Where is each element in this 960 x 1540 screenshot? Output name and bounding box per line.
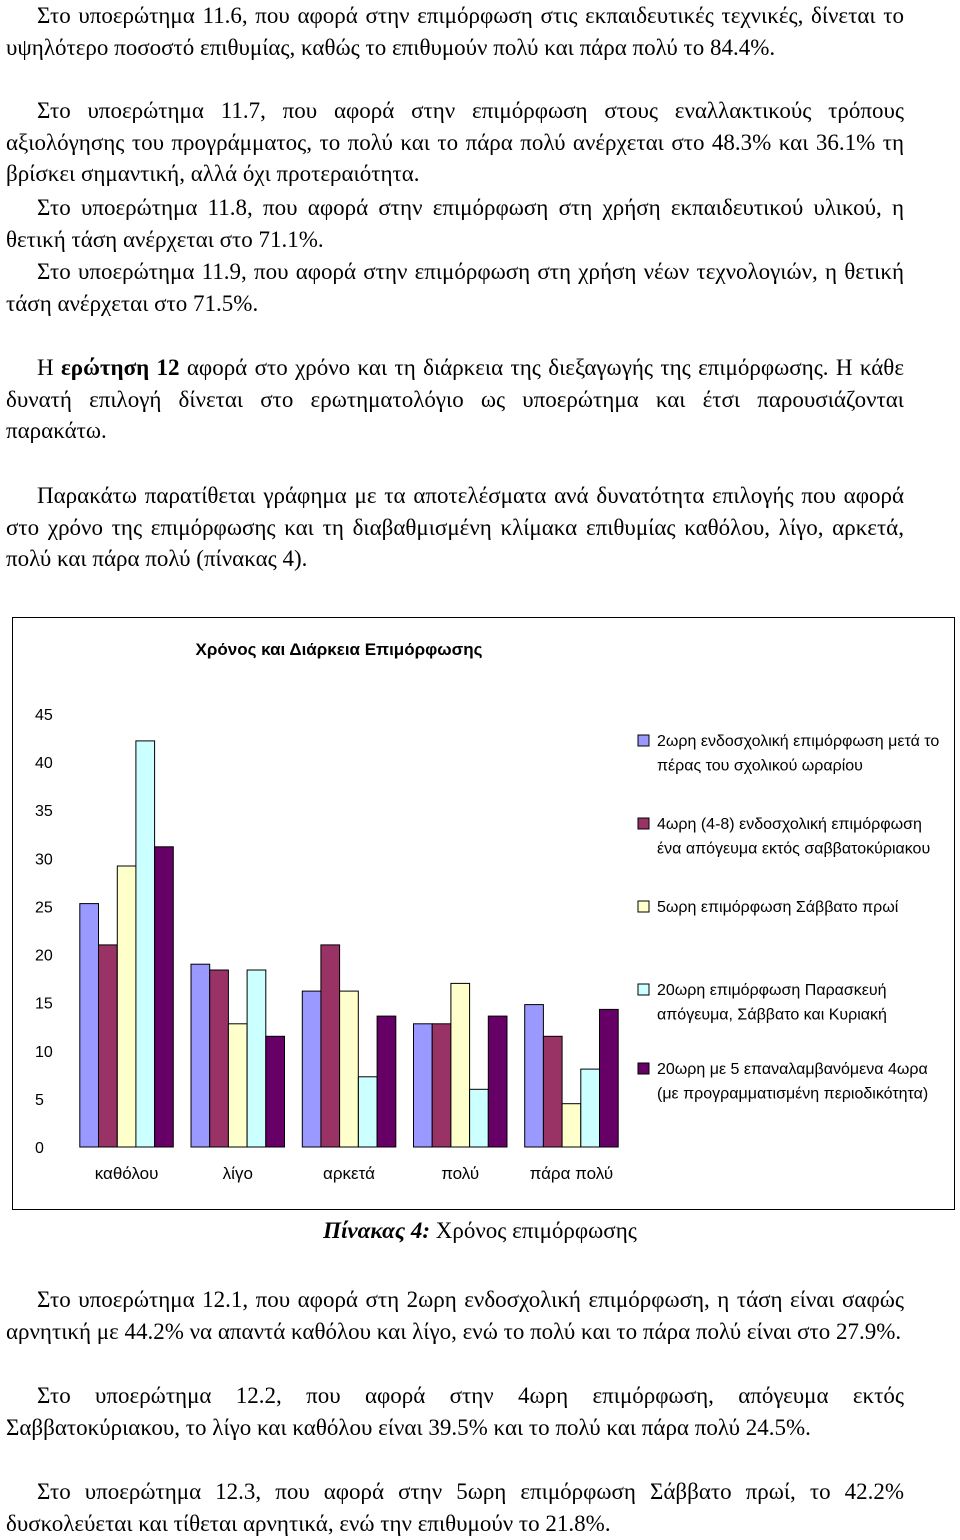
legend-swatch: [638, 984, 649, 995]
bar: [228, 1024, 247, 1147]
bar: [99, 945, 118, 1147]
legend-swatch: [638, 1063, 649, 1074]
x-category-label: πολύ: [441, 1164, 480, 1183]
q12-prefix: Η: [37, 355, 61, 380]
bar: [470, 1089, 489, 1147]
legend-swatch: [638, 818, 649, 829]
bar: [488, 1016, 507, 1147]
bar: [525, 1005, 544, 1147]
y-tick-label: 5: [35, 1091, 44, 1109]
paragraph-12-1: [6, 1284, 904, 1347]
legend-swatch: [638, 901, 649, 912]
y-tick-label: 0: [35, 1140, 44, 1157]
paragraph-11-7: [6, 95, 904, 190]
paragraph-question-12: [6, 352, 904, 447]
bar: [136, 741, 155, 1147]
legend-label: 20ωρη επιμόρφωση Παρασκευή απόγευμα, Σάββατο και Κυριακή: [657, 982, 887, 1024]
bar: [321, 945, 340, 1147]
legend-label: 4ωρη (4-8) ενδοσχολική επιμόρφωση ένα απόγευμα εκτός σαββατοκύριακου: [657, 816, 931, 858]
paragraph-11-8: [6, 192, 904, 255]
y-tick-label: 25: [35, 899, 53, 917]
bar: [155, 847, 174, 1147]
bar: [117, 866, 136, 1147]
paragraph-12-3: [6, 1476, 904, 1539]
y-tick-label: 20: [35, 947, 53, 965]
paragraph-11-9: [6, 256, 904, 319]
bar: [414, 1024, 433, 1147]
legend-label: 20ωρη με 5 επαναλαμβανόμενα 4ωρα (με προγραμματισμένη περιοδικότητα): [657, 1061, 929, 1103]
paragraph-12-2: [6, 1380, 904, 1443]
x-category-label: πάρα πολύ: [529, 1164, 614, 1183]
y-tick-label: 30: [35, 851, 53, 869]
bar: [543, 1036, 562, 1147]
chart-title: Χρόνος και Διάρκεια Επιμόρφωσης: [195, 640, 483, 659]
bar: [210, 970, 229, 1147]
paragraph-text: Στο υποερώτημα 11.7, που αφορά στην επιμόρφωση στους εναλλακτικούς τρόπους αξιολόγησης του προγράμματος, το πολύ και το πάρα πολύ ανέρχεται στο 48.3% και 36.1% τη βρίσκει σημαντική, αλλά όχι προτεραιότητα.: [6, 98, 904, 186]
bar: [377, 1016, 396, 1147]
legend-label: 2ωρη ενδοσχολική επιμόρφωση μετά το πέρας του σχολικού ωραρίου: [657, 733, 940, 775]
y-tick-label: 35: [35, 803, 53, 821]
bar: [266, 1036, 285, 1147]
y-tick-label: 15: [35, 995, 53, 1013]
paragraph-text: Στο υποερώτημα 12.1, που αφορά στη 2ωρη ενδοσχολική επιμόρφωση, η τάση είναι σαφώς αρνητική με 44.2% να απαντά καθόλου και λίγο, ενώ το πολύ και το πάρα πολύ είναι στο 27.9%.: [6, 1287, 904, 1344]
bar: [432, 1024, 451, 1147]
paragraph-text: Στο υποερώτημα 11.9, που αφορά στην επιμόρφωση στη χρήση νέων τεχνολογιών, η θετική τάση ανέρχεται στο 71.5%.: [6, 259, 904, 316]
bar: [302, 991, 321, 1147]
legend-swatch: [638, 735, 649, 746]
x-category-label: καθόλου: [94, 1164, 159, 1183]
paragraph-text: Στο υποερώτημα 11.8, που αφορά στην επιμόρφωση στη χρήση εκπαιδευτικού υλικού, η θετική τάση ανέρχεται στο 71.1%.: [6, 195, 904, 252]
paragraph-11-6: [6, 0, 904, 63]
paragraph-text: Στο υποερώτημα 12.3, που αφορά στην 5ωρη επιμόρφωση Σάββατο πρωί, το 42.2% δυσκολεύεται και τίθεται αρνητικά, ενώ την επιθυμούν το 21.8%.: [6, 1479, 904, 1536]
y-tick-label: 40: [35, 755, 53, 773]
paragraph-text: Στο υποερώτημα 11.6, που αφορά στην επιμόρφωση στις εκπαιδευτικές τεχνικές, δίνεται το υψηλότερο ποσοστό επιθυμίας, καθώς το επιθυμούν πολύ και πάρα πολύ το 84.4%.: [6, 3, 904, 60]
bar: [80, 904, 99, 1147]
bar: [340, 991, 359, 1147]
paragraph-chart-intro: [6, 480, 904, 575]
bar: [191, 964, 210, 1147]
bar: [581, 1069, 600, 1147]
bar: [451, 983, 470, 1147]
bar: [562, 1104, 581, 1147]
legend-label: 5ωρη επιμόρφωση Σάββατο πρωί: [657, 899, 899, 916]
q12-bold-label: ερώτηση 12: [60, 355, 180, 380]
y-tick-label: 45: [35, 707, 53, 724]
y-tick-label: 10: [35, 1043, 53, 1061]
paragraph-text: Παρακάτω παρατίθεται γράφημα με τα αποτελέσματα ανά δυνατότητα επιλογής που αφορά στο χρόνο της επιμόρφωσης και τη διαβαθμισμένη κλίμακα επιθυμίας καθόλου, λίγο, αρκετά, πολύ και πάρα πολύ (πίνακας 4).: [6, 483, 904, 571]
caption-text: Χρόνος επιμόρφωσης: [430, 1218, 637, 1243]
bar-chart: [13, 618, 954, 1209]
table-caption: [0, 1218, 960, 1244]
bar: [247, 970, 266, 1147]
q12-text: αφορά στο χρόνο και τη διάρκεια της διεξαγωγής της επιμόρφωσης. Η κάθε δυνατή επιλογή δίνεται στο ερωτηματολόγιο ως υποερώτημα και έτσι παρουσιάζονται παρακάτω.: [6, 355, 904, 443]
x-category-label: αρκετά: [323, 1164, 375, 1183]
bar: [600, 1009, 619, 1147]
x-category-label: λίγο: [222, 1164, 253, 1183]
caption-label: Πίνακας 4:: [323, 1218, 431, 1243]
paragraph-text: Στο υποερώτημα 12.2, που αφορά στην 4ωρη επιμόρφωση, απόγευμα εκτός Σαββατοκύριακου, το λίγο και καθόλου είναι 39.5% και το πολύ και πάρα πολύ 24.5%.: [6, 1383, 904, 1440]
chart-container: [12, 617, 955, 1210]
bar: [358, 1077, 377, 1147]
